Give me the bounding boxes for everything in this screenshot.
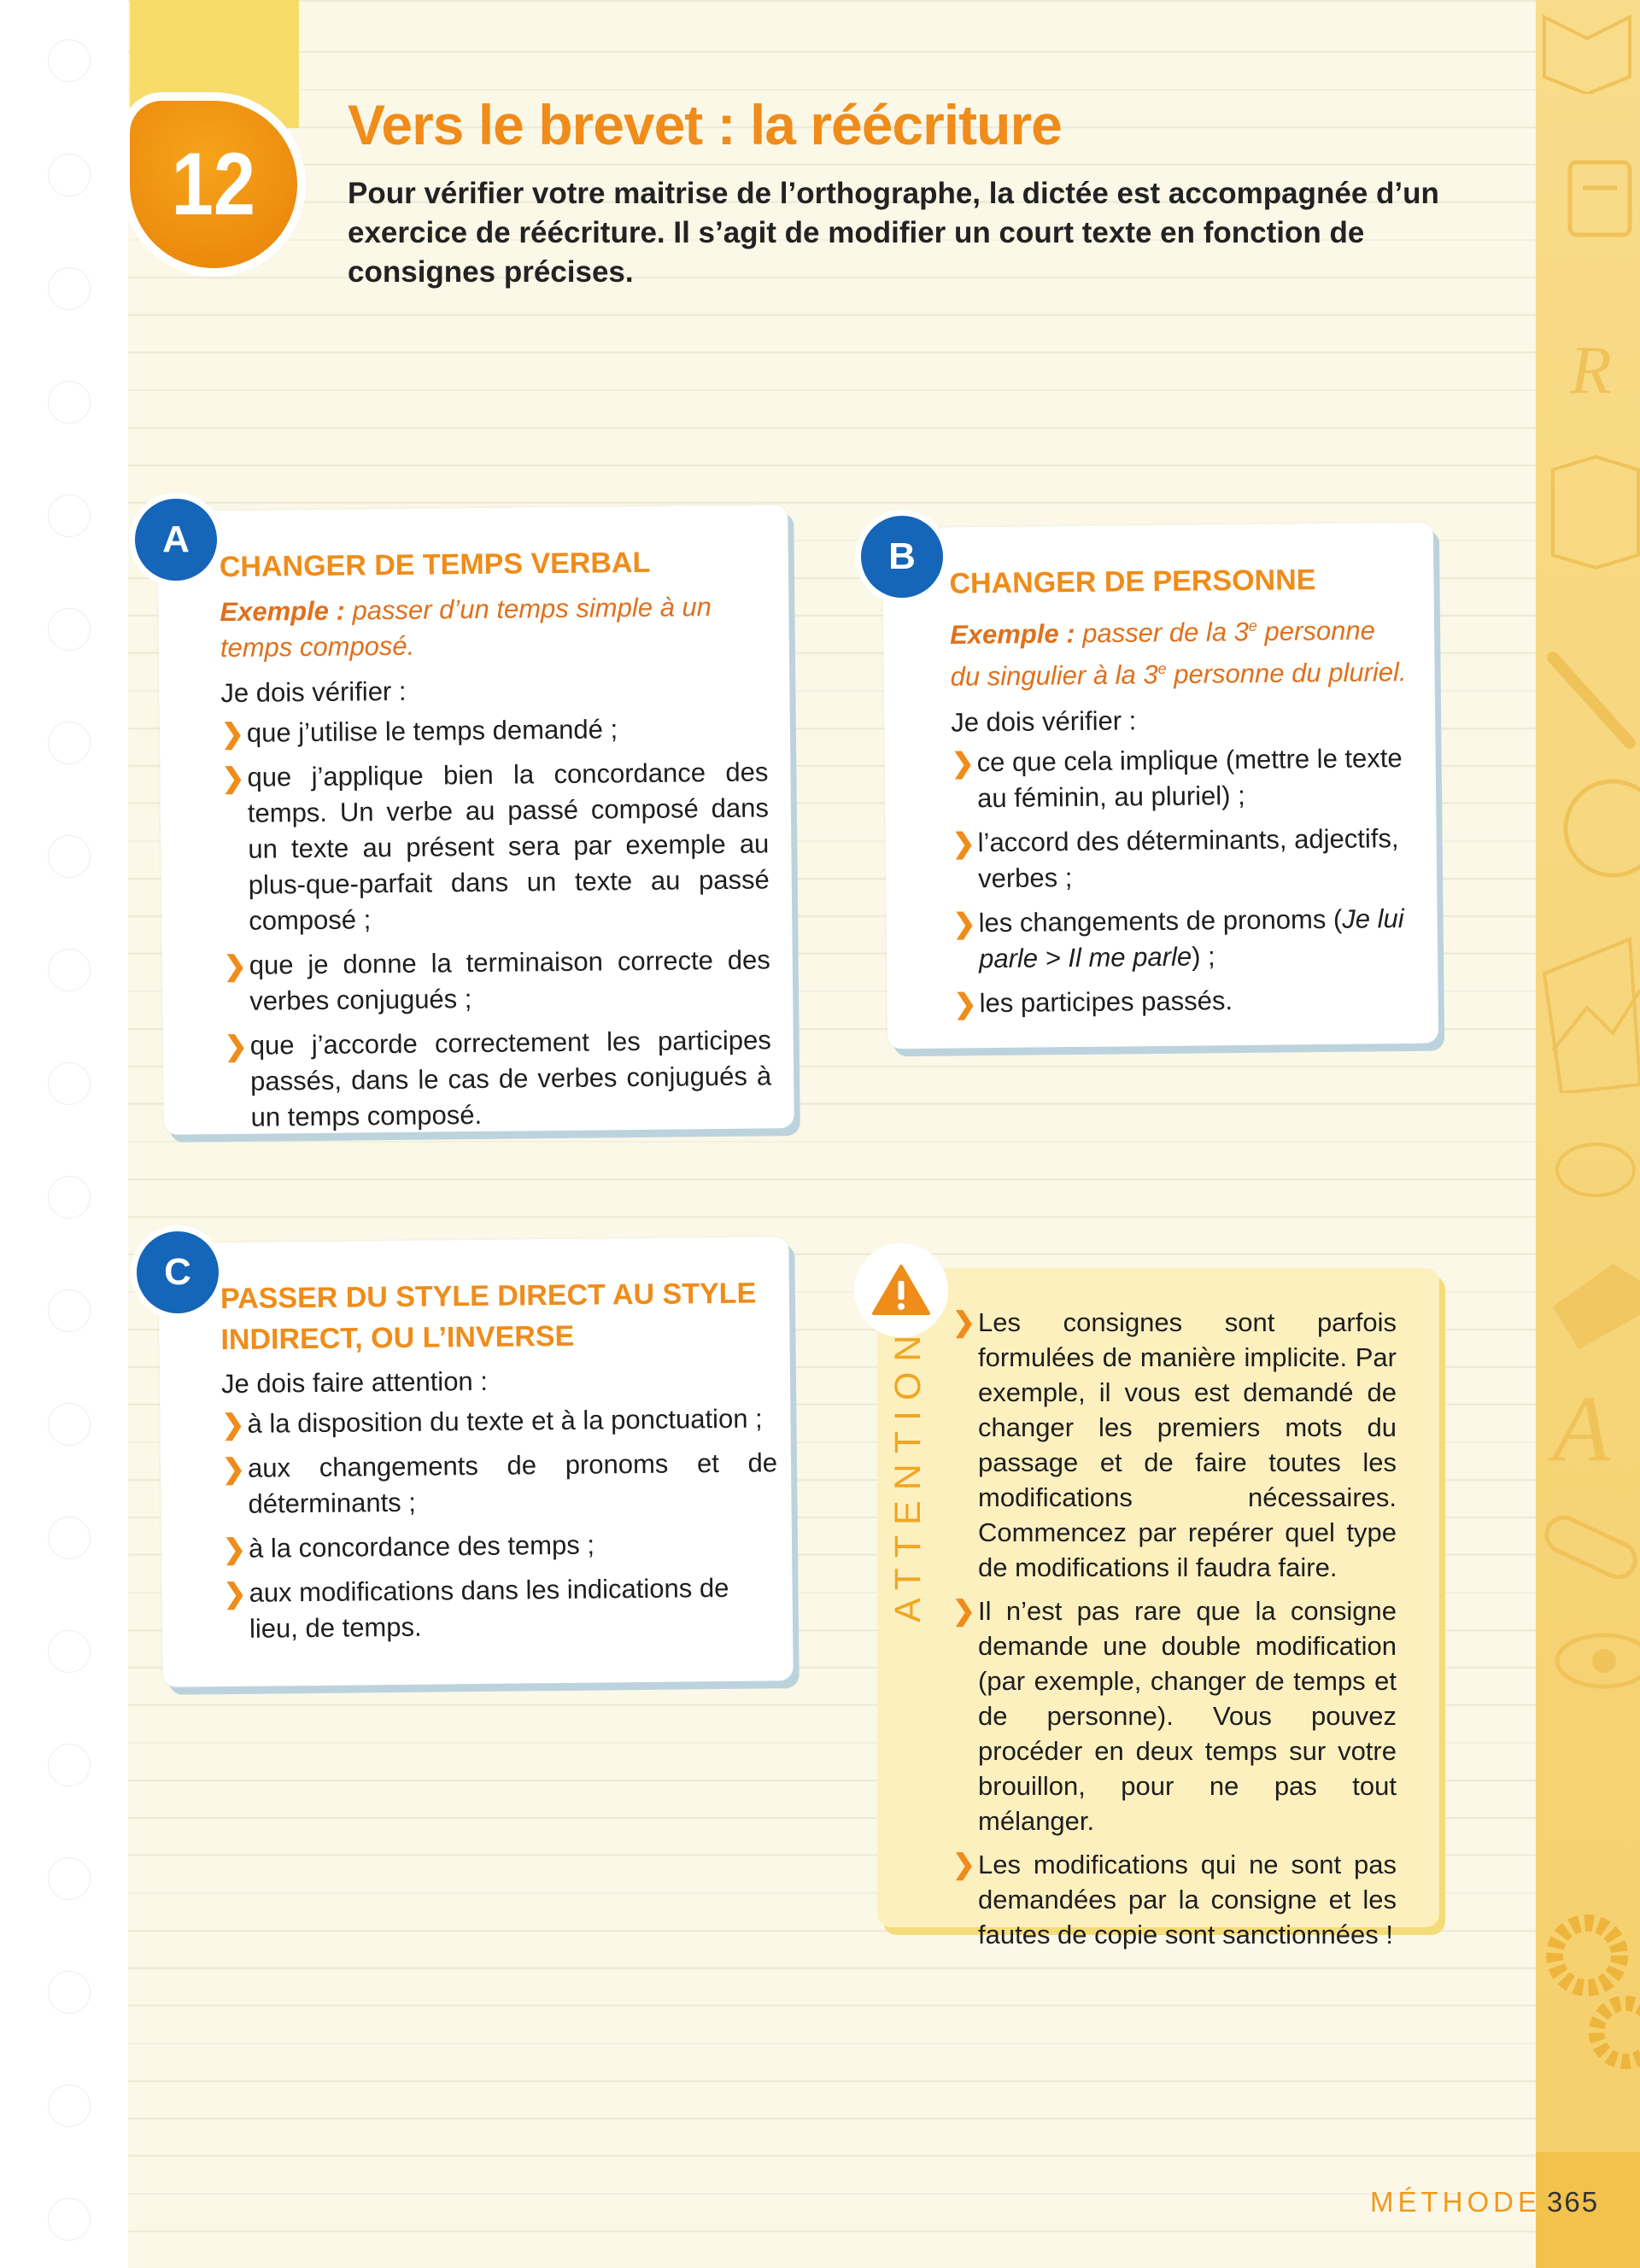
- list-item: [221, 1400, 776, 1442]
- eye-icon: [1536, 1614, 1640, 1708]
- speech-bubble-icon: [1536, 1119, 1640, 1230]
- list-item-text: que j’applique bien la concordance des temps. Un verbe au passé composé dans un texte au présent sera par exemple au plus-que-parfait dans un texte au passé composé ;: [247, 757, 770, 936]
- example-superscript: e: [1248, 617, 1257, 634]
- list-item-text: ce que cela implique (mettre le texte au féminin, au pluriel) ;: [976, 742, 1403, 813]
- chevron-right-icon: ❯: [952, 1849, 975, 1879]
- attention-list: [952, 1305, 1397, 1952]
- list-item-text: que j’utilise le temps demandé ;: [246, 714, 618, 748]
- example-superscript: e: [1157, 660, 1167, 678]
- chevron-right-icon: ❯: [223, 950, 247, 982]
- list-item-text: Il n’est pas rare que la consigne demande une double modification (par exemple, changer de temps et de personne). Vous pouvez procéder en deux temps sur votre brouillon, pour ne pas tout mélanger.: [978, 1596, 1397, 1836]
- list-item: [953, 981, 1414, 1022]
- section-label: MÉTHODE: [1370, 2186, 1541, 2218]
- svg-text:R: R: [1570, 333, 1612, 408]
- card-title: [220, 1272, 776, 1360]
- chevron-right-icon: ❯: [223, 1577, 247, 1610]
- binder-hole: [48, 1630, 91, 1673]
- binder-hole: [48, 494, 91, 537]
- list-item-text: à la disposition du texte et à la ponctuation ;: [247, 1403, 763, 1439]
- list-item: [221, 754, 770, 939]
- binder-hole: [48, 154, 91, 196]
- paperclip-icon: [1536, 1503, 1640, 1597]
- svg-text:A: A: [1553, 1377, 1611, 1481]
- binder-hole: [48, 381, 91, 424]
- closed-book-icon: [1536, 1247, 1640, 1358]
- list-item-text: les changements de pronoms (: [978, 903, 1343, 938]
- page-number: 365: [1547, 2186, 1600, 2218]
- list-item: [952, 1847, 1397, 1952]
- list-item-text: Les consignes sont parfois formulées de manière implicite. Par exemple, il vous est demandé de changer les premiers mots du passage et de faire toutes les modifications nécessaires. Commencez par repérer quel type de modifications il faudra faire.: [978, 1307, 1397, 1582]
- example-text: personne du singulier à la 3: [950, 615, 1376, 693]
- binder-hole: [48, 1176, 91, 1219]
- letter-a-icon: [1536, 1366, 1640, 1486]
- list-item-text: l’accord des déterminants, adjectifs, verbes ;: [977, 822, 1399, 893]
- list-item: [952, 1305, 1397, 1585]
- chevron-right-icon: ❯: [951, 746, 975, 779]
- chevron-right-icon: ❯: [952, 907, 976, 939]
- binder-hole: [48, 1403, 91, 1446]
- example-text: passer de la 3: [1082, 617, 1250, 649]
- list-item-text: les participes passés.: [979, 985, 1233, 1018]
- book-icon: [1536, 0, 1640, 94]
- card-example: [220, 588, 767, 666]
- example-label: Exemple :: [220, 595, 346, 628]
- example-label: Exemple :: [949, 618, 1075, 650]
- chevron-right-icon: ❯: [952, 1595, 975, 1626]
- list-item-text: Les modifications qui ne sont pas demandées par la consigne et les fautes de copie sont sanctionnées !: [978, 1850, 1397, 1949]
- moon-star-icon: [1536, 1733, 1640, 1862]
- binder-hole: [48, 1062, 91, 1105]
- paper-margin: [0, 0, 128, 2268]
- example-text: passer d’un temps simple à un temps composé.: [220, 592, 712, 663]
- clock-icon: [1536, 769, 1640, 888]
- card-example: [950, 606, 1412, 695]
- card-lead: Je dois faire attention :: [220, 1365, 489, 1400]
- card-direct-indirect-speech: [158, 1236, 793, 1687]
- page-title: Vers le brevet : la réécriture: [348, 93, 1062, 156]
- chapter-number-badge: [130, 101, 297, 268]
- binder-hole: [48, 2084, 91, 2127]
- binder-hole: [48, 2198, 91, 2241]
- list-item-text: que je donne la terminaison correcte des verbes conjugués ;: [249, 944, 770, 1016]
- list-item-text: à la concordance des temps ;: [248, 1529, 595, 1564]
- card-change-tense: [157, 505, 794, 1135]
- card-letter-badge: B: [861, 516, 943, 598]
- card-checklist: [221, 1400, 779, 1647]
- chevron-right-icon: ❯: [952, 1306, 975, 1337]
- binder-hole: [48, 1971, 91, 2014]
- notepad-icon: [1536, 145, 1640, 256]
- chevron-right-icon: ❯: [952, 827, 975, 859]
- binder-hole: [48, 39, 91, 82]
- binder-hole: [48, 1857, 91, 1900]
- pronoun-example: Je lui parle > Il me parle: [978, 903, 1404, 973]
- example-text: personne du pluriel.: [1166, 657, 1407, 690]
- card-lead: Je dois vérifier :: [220, 675, 407, 709]
- decorative-side-band: [1536, 0, 1640, 2268]
- binder-hole: [48, 1289, 91, 1332]
- pen-icon: [1536, 640, 1640, 760]
- list-item: [221, 710, 768, 751]
- list-item: [952, 1593, 1397, 1838]
- list-item: [951, 740, 1413, 817]
- chevron-right-icon: ❯: [221, 762, 245, 794]
- list-item-text: ) ;: [1191, 940, 1215, 972]
- card-title: CHANGER DE TEMPS VERBAL: [219, 546, 651, 584]
- list-item: [225, 1022, 772, 1136]
- list-item-text: aux changements de pronoms et de déterminants ;: [247, 1447, 778, 1519]
- chevron-right-icon: ❯: [222, 1533, 247, 1565]
- attention-label: ATTENTION: [887, 1324, 928, 1622]
- list-item: [224, 942, 771, 1020]
- card-title-line: PASSER DU STYLE DIRECT AU STYLE: [220, 1277, 757, 1316]
- gears-icon: [1536, 1904, 1640, 2092]
- binder-hole: [48, 835, 91, 878]
- list-item-text: aux modifications dans les indications de lieu, de temps.: [249, 1572, 729, 1644]
- card-letter-badge: A: [135, 499, 217, 581]
- chevron-right-icon: ❯: [953, 987, 977, 1020]
- intro-text: Pour vérifier votre maitrise de l’orthographe, la dictée est accompagnée d’un exercice de réécriture. Il s’agit de modifier un court texte en fonction de consignes précises.: [348, 177, 1439, 289]
- card-checklist: [221, 710, 772, 1136]
- chevron-right-icon: ❯: [221, 1453, 246, 1485]
- list-item: [223, 1525, 778, 1567]
- chapter-number: 12: [171, 134, 256, 234]
- chart-grid-icon: [1536, 922, 1640, 1093]
- binder-hole: [48, 1517, 91, 1559]
- chevron-right-icon: ❯: [224, 1030, 248, 1062]
- card-title: CHANGER DE PERSONNE: [949, 564, 1316, 600]
- open-book-icon: [1536, 444, 1640, 581]
- list-item-text: que j’accorde correctement les participes passés, dans le cas de verbes conjugués à un temps composé.: [249, 1025, 772, 1132]
- binder-hole: [48, 722, 91, 764]
- attention-content: [952, 1305, 1397, 1961]
- binder-hole: [48, 608, 91, 651]
- letter-r-icon: [1536, 324, 1640, 418]
- chevron-right-icon: ❯: [220, 717, 244, 750]
- chevron-right-icon: ❯: [221, 1408, 245, 1441]
- list-item: [222, 1445, 778, 1523]
- list-item: [952, 901, 1414, 978]
- card-lead: Je dois vérifier :: [951, 704, 1137, 738]
- binder-hole: [48, 267, 91, 310]
- binder-hole: [48, 1744, 91, 1786]
- binder-hole: [48, 949, 91, 991]
- card-title-line: INDIRECT, OU L’INVERSE: [220, 1319, 575, 1357]
- list-item: [952, 821, 1414, 897]
- card-change-person: [882, 523, 1438, 1049]
- card-checklist: [951, 740, 1414, 1022]
- list-item: [223, 1569, 779, 1647]
- card-letter-badge: C: [137, 1231, 219, 1313]
